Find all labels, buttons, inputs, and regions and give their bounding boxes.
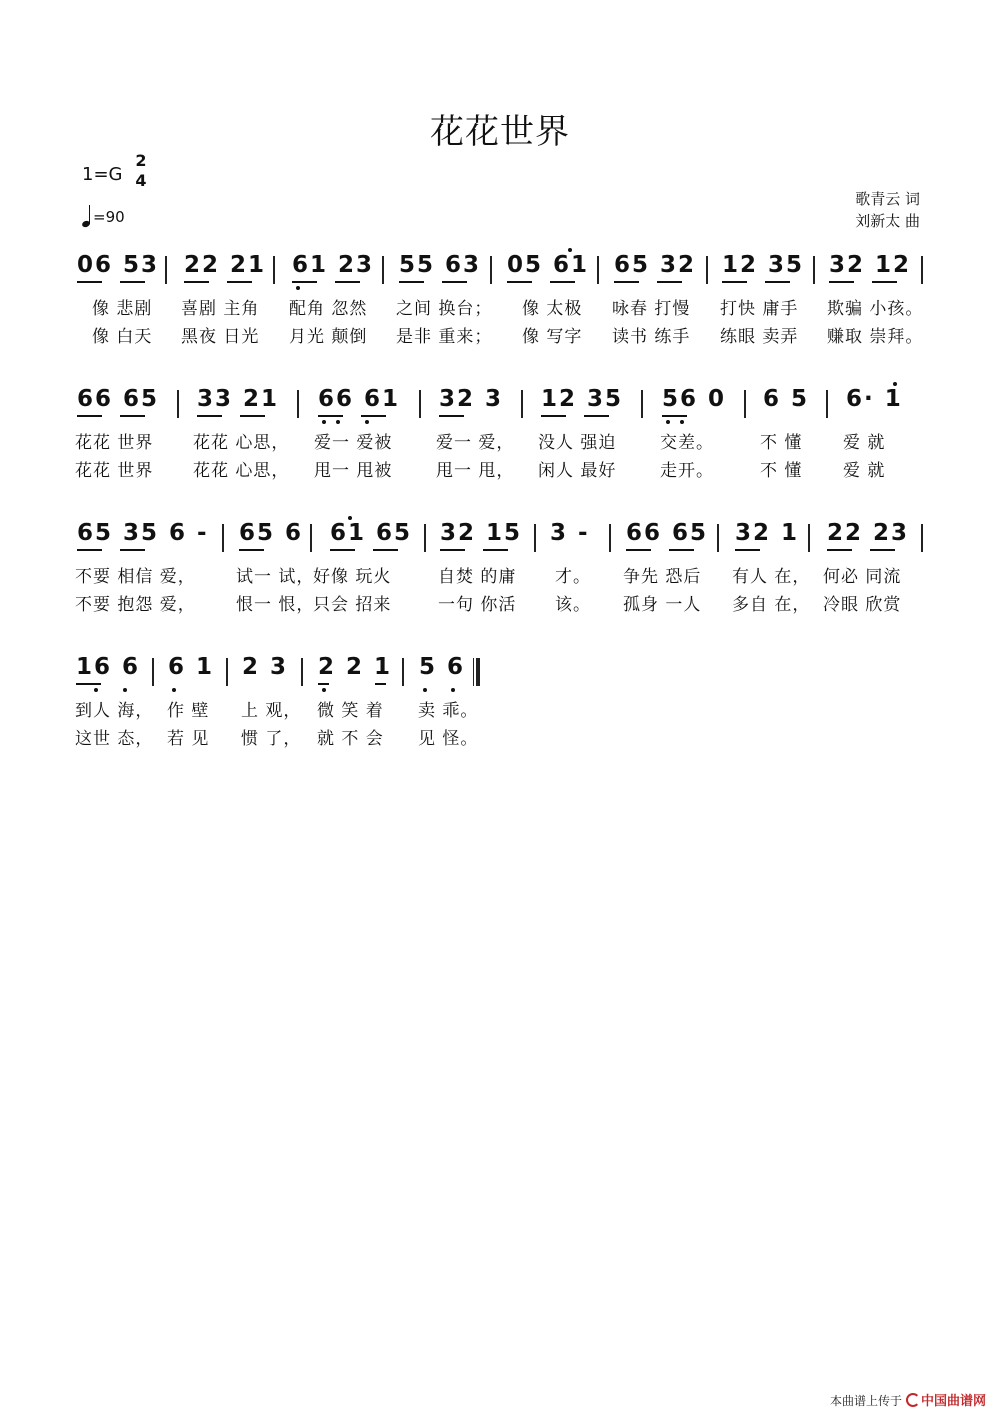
time-numerator: 2 (135, 151, 147, 170)
barline (165, 256, 167, 284)
lyric-segment: 冷眼 欣赏 (823, 595, 902, 615)
barline (744, 390, 746, 418)
beam-underline (669, 549, 694, 551)
measure: 3 - (550, 520, 590, 546)
barline (808, 524, 810, 552)
lyric-segment: 若 见 (167, 729, 210, 749)
barline (534, 524, 536, 552)
lyric-segment: 欺骗 小孩。 (827, 299, 924, 319)
beam-underline (626, 549, 651, 551)
site-logo-icon (906, 1393, 920, 1407)
low-octave-dot (680, 420, 684, 424)
barline (921, 256, 923, 284)
footer-text: 本曲谱上传于 (829, 1394, 902, 1408)
beam-underline (76, 683, 101, 685)
measure: 32 12 (829, 252, 912, 278)
lyric-segment: 不要 抱怨 爱， (75, 595, 196, 615)
lyric-segment: 争先 恐后 (623, 567, 702, 587)
lyric-segment: 一句 你活 (438, 595, 517, 615)
lyric-segment: 好像 玩火 (313, 567, 392, 587)
low-octave-dot (365, 420, 369, 424)
measure: 32 15 (440, 520, 523, 546)
measure: 66 65 (77, 386, 160, 412)
lyric-segment: 没人 强迫 (538, 433, 617, 453)
time-signature (134, 152, 148, 189)
high-octave-dot (568, 248, 572, 252)
lyric-segment: 花花 世界 (75, 433, 154, 453)
measure: 61 65 (330, 520, 413, 546)
low-octave-dot (123, 688, 127, 692)
measure: 12 35 (541, 386, 624, 412)
lyric-segment: 不 懂 (760, 433, 803, 453)
notation-line (0, 382, 1000, 422)
barline (301, 658, 303, 686)
beam-underline (77, 281, 102, 283)
lyric-segment: 黑夜 日光 (181, 327, 260, 347)
barline (273, 256, 275, 284)
beam-underline (335, 281, 360, 283)
lyric-segment: 像 白天 (92, 327, 153, 347)
beam-underline (318, 683, 329, 685)
measure: 5 6 (419, 654, 466, 680)
lyric-segment: 赚取 崇拜。 (827, 327, 924, 347)
composer-credit: 刘新太 曲 (855, 212, 920, 230)
measure: 32 3 (439, 386, 504, 412)
lyric-segment: 交差。 (660, 433, 714, 453)
lyric-segment: 该。 (555, 595, 591, 615)
time-denominator: 4 (135, 171, 147, 190)
barline (310, 524, 312, 552)
low-octave-dot (322, 688, 326, 692)
footer (830, 1390, 986, 1409)
beam-underline (584, 415, 609, 417)
barline (826, 390, 828, 418)
measure: 6 1 (168, 654, 215, 680)
lyric-segment: 像 太极 (522, 299, 583, 319)
lyric-segment: 爱一 爱被 (314, 433, 393, 453)
lyric-segment: 只会 招来 (313, 595, 392, 615)
measure: 6 5 (763, 386, 810, 412)
measure: 33 21 (197, 386, 280, 412)
low-octave-dot (451, 688, 455, 692)
beam-underline (373, 549, 398, 551)
barline (297, 390, 299, 418)
beam-underline (507, 281, 532, 283)
lyric-segment: 见 怪。 (418, 729, 479, 749)
beam-underline (120, 415, 145, 417)
low-octave-dot (336, 420, 340, 424)
lyric-segment: 不要 相信 爱， (75, 567, 196, 587)
low-octave-dot (423, 688, 427, 692)
high-octave-dot (893, 382, 897, 386)
beam-underline (239, 549, 264, 551)
lyric-segment: 就 不 会 (317, 729, 384, 749)
beam-underline (375, 683, 386, 685)
lyric-segment: 月光 颠倒 (289, 327, 368, 347)
key-label: 1=G (82, 164, 123, 185)
beam-underline (550, 281, 575, 283)
measure: 16 6 (76, 654, 141, 680)
notation-line (0, 516, 1000, 556)
low-octave-dot (94, 688, 98, 692)
lyric-segment: 恨一 恨， (236, 595, 315, 615)
measure: 06 53 (77, 252, 160, 278)
beam-underline (197, 415, 222, 417)
measure: 32 1 (735, 520, 800, 546)
lyric-segment: 作 壁 (167, 701, 210, 721)
beam-underline (614, 281, 639, 283)
quarter-note-icon (82, 205, 93, 227)
barline (424, 524, 426, 552)
lyric-segment: 到人 海， (75, 701, 154, 721)
barline (641, 390, 643, 418)
barline (706, 256, 708, 284)
lyric-segment: 自焚 的庸 (438, 567, 517, 587)
measure: 6· 1 (846, 386, 903, 412)
measure: 12 35 (722, 252, 805, 278)
barline (921, 524, 923, 552)
barline (521, 390, 523, 418)
lyric-segment: 走开。 (660, 461, 714, 481)
lyric-segment: 何必 同流 (823, 567, 902, 587)
barline (490, 256, 492, 284)
barline (382, 256, 384, 284)
measure: 05 61 (507, 252, 590, 278)
barline (813, 256, 815, 284)
lyric-segment: 微 笑 着 (317, 701, 384, 721)
beam-underline (872, 281, 897, 283)
beam-underline (330, 549, 355, 551)
lyric-segment: 甩一 甩， (436, 461, 515, 481)
footer-site: 中国曲谱网 (920, 1394, 986, 1409)
lyric-segment: 孤身 一人 (623, 595, 702, 615)
measure: 2 3 (242, 654, 289, 680)
beam-underline (657, 281, 682, 283)
lyric-segment: 闲人 最好 (538, 461, 617, 481)
beam-underline (483, 549, 508, 551)
score-title: 花花世界 (430, 112, 570, 152)
lyric-segment: 爱一 爱， (436, 433, 515, 453)
barline (717, 524, 719, 552)
lyric-segment: 花花 世界 (75, 461, 154, 481)
lyric-segment: 配角 忽然 (289, 299, 368, 319)
barline (419, 390, 421, 418)
measure: 2 2 1 (318, 654, 393, 680)
notation-line (0, 248, 1000, 288)
beam-underline (440, 549, 465, 551)
lyric-segment: 打快 庸手 (720, 299, 799, 319)
beam-underline (77, 549, 102, 551)
beam-underline (541, 415, 566, 417)
measure: 61 23 (292, 252, 375, 278)
beam-underline (292, 281, 317, 283)
beam-underline (240, 415, 265, 417)
beam-underline (184, 281, 209, 283)
beam-underline (77, 415, 102, 417)
measure: 66 65 (626, 520, 709, 546)
lyric-segment: 爱 就 (843, 433, 886, 453)
beam-underline (735, 549, 760, 551)
lyric-segment: 这世 态， (75, 729, 154, 749)
credits (855, 188, 920, 232)
measure: 65 32 (614, 252, 697, 278)
beam-underline (722, 281, 747, 283)
measure: 22 23 (827, 520, 910, 546)
lyric-segment: 咏春 打慢 (612, 299, 691, 319)
notation-line (0, 650, 1000, 690)
beam-underline (829, 281, 854, 283)
beam-underline (662, 415, 687, 417)
low-octave-dot (172, 688, 176, 692)
lyric-segment: 爱 就 (843, 461, 886, 481)
lyric-segment: 是非 重来； (396, 327, 493, 347)
low-octave-dot (322, 420, 326, 424)
measure: 66 61 (318, 386, 401, 412)
barline (597, 256, 599, 284)
barline (177, 390, 179, 418)
low-octave-dot (666, 420, 670, 424)
measure: 22 21 (184, 252, 267, 278)
lyric-segment: 有人 在， (732, 567, 811, 587)
measure: 65 6 (239, 520, 304, 546)
lyric-segment: 像 悲剧 (92, 299, 153, 319)
barline (609, 524, 611, 552)
lyricist-credit: 歌青云 词 (855, 190, 920, 208)
beam-underline (399, 281, 424, 283)
barline (402, 658, 404, 686)
lyric-segment: 花花 心思， (193, 433, 290, 453)
beam-underline (227, 281, 252, 283)
lyric-segment: 甩一 甩被 (314, 461, 393, 481)
lyric-segment: 花花 心思， (193, 461, 290, 481)
beam-underline (361, 415, 386, 417)
measure: 65 35 6 - (77, 520, 209, 546)
tempo-marking (82, 205, 125, 227)
beam-underline (120, 549, 145, 551)
tempo-value: =90 (93, 208, 125, 226)
barline (152, 658, 154, 686)
lyric-segment: 喜剧 主角 (181, 299, 260, 319)
measure: 56 0 (662, 386, 727, 412)
lyric-segment: 多自 在， (732, 595, 811, 615)
lyric-segment: 试一 试， (236, 567, 315, 587)
lyric-segment: 上 观， (241, 701, 302, 721)
beam-underline (318, 415, 343, 417)
lyric-segment: 像 写字 (522, 327, 583, 347)
beam-underline (439, 415, 464, 417)
lyric-segment: 练眼 卖弄 (720, 327, 799, 347)
barline (226, 658, 228, 686)
beam-underline (827, 549, 852, 551)
lyric-segment: 惯 了， (241, 729, 302, 749)
lyric-segment: 才。 (555, 567, 591, 587)
lyric-segment: 不 懂 (760, 461, 803, 481)
beam-underline (765, 281, 790, 283)
lyric-segment: 读书 练手 (612, 327, 691, 347)
lyric-segment: 之间 换台； (396, 299, 493, 319)
barline (222, 524, 224, 552)
low-octave-dot (296, 286, 300, 290)
lyric-segment: 卖 乖。 (418, 701, 479, 721)
measure: 55 63 (399, 252, 482, 278)
beam-underline (120, 281, 145, 283)
beam-underline (442, 281, 467, 283)
beam-underline (870, 549, 895, 551)
